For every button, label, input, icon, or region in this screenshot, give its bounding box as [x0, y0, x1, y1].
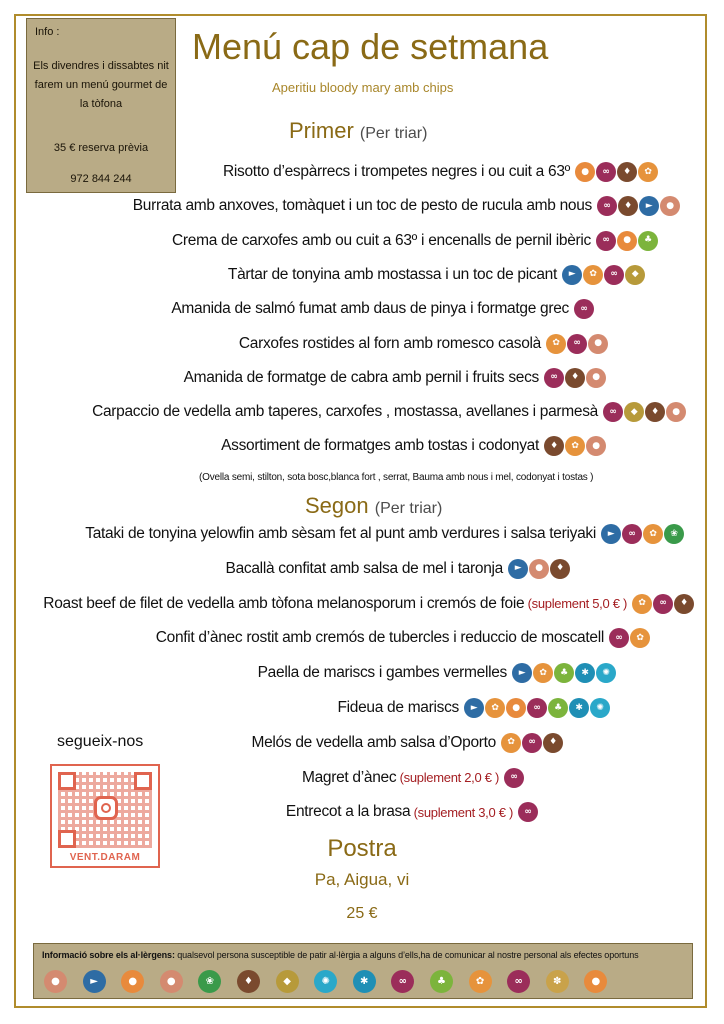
menu-item	[226, 559, 570, 579]
dish-name: Burrata amb anxoves, tomàquet i un toc de pesto de rucula amb nous	[132, 197, 592, 215]
primer-sub: (Per triar)	[359, 125, 428, 142]
allergen-icons	[632, 594, 694, 614]
follow-us-label: segueix-nos	[57, 733, 144, 750]
lactosa-icon: ∞	[507, 970, 530, 993]
aperitiu: Aperitiu bloody mary amb chips	[272, 80, 454, 95]
lactosa-icon: ∞	[574, 299, 594, 319]
info-box	[26, 18, 176, 193]
allergen-icons	[609, 628, 650, 648]
dish-name: Fideua de mariscs	[337, 699, 459, 716]
lactosa-icon: ∞	[597, 196, 617, 216]
lactosa-icon: ∞	[522, 733, 542, 753]
allergen-icons	[574, 299, 594, 319]
qr-finder	[58, 772, 76, 790]
gluten-icon: ✿	[632, 594, 652, 614]
postra-title: Postra	[327, 835, 397, 862]
lactosa-icon: ∞	[609, 628, 629, 648]
menu-item	[156, 628, 650, 648]
cacahuete-icon: ●	[588, 334, 608, 354]
lactosa-icon: ∞	[604, 265, 624, 285]
huevo-icon: ●	[584, 970, 607, 993]
cacahuete-icon: ●	[586, 368, 606, 388]
frutos-secos-icon: ♦	[544, 436, 564, 456]
apio-icon: ♣	[554, 663, 574, 683]
gluten-icon: ✿	[546, 334, 566, 354]
sesamo-icon: ◆	[625, 265, 645, 285]
info-phone: 972 844 244	[70, 173, 132, 185]
menu-item	[258, 663, 616, 683]
menu-item	[286, 802, 538, 822]
dish-name: Confit d’ànec rostit amb cremós de tubercles i reduccio de moscatell	[155, 629, 604, 647]
supplement-price: (suplement 2,0 € )	[396, 770, 499, 786]
allergen-icons	[518, 802, 538, 822]
huevo-icon: ●	[575, 162, 595, 182]
dish-name: Tàrtar de tonyina amb mostassa i un toc de picant	[227, 265, 557, 283]
dish-name: Magret d’ànec	[301, 768, 397, 786]
sesamo-icon: ◆	[624, 402, 644, 422]
menu-item	[221, 436, 606, 456]
menu-price: 25 €	[346, 905, 378, 922]
dish-name: Amanida de salmó fumat amb daus de pinya i formatge grec	[171, 300, 569, 318]
cacahuete-icon: ●	[529, 559, 549, 579]
huevo-icon: ●	[506, 698, 526, 718]
cacahuete-icon: ●	[666, 402, 686, 422]
dish-name: Roast beef de filet de vedella amb tòfona melanosporum i cremós de foie	[43, 594, 525, 612]
primer-title: Primer	[289, 118, 354, 143]
allergen-info-bold: Informació sobre els al·lèrgens:	[42, 950, 175, 960]
pescado-icon: ►	[601, 524, 621, 544]
menu-item	[43, 594, 694, 614]
lactosa-icon: ∞	[567, 334, 587, 354]
mostaza-icon: ✽	[546, 970, 569, 993]
allergen-icons	[546, 334, 608, 354]
gluten-icon: ✿	[630, 628, 650, 648]
huevo-icon: ●	[617, 231, 637, 251]
gluten-icon: ✿	[638, 162, 658, 182]
dish-name: Tataki de tonyina yelowfin amb sèsam fet al punt amb verdures i salsa teriyaki	[85, 525, 596, 542]
dish-name: Risotto d’espàrrecs i trompetes negres i ou cuit a 63º	[223, 163, 570, 180]
cacahuete-icon: ●	[160, 970, 183, 993]
allergen-icons	[575, 162, 658, 182]
info-price: 35 € reserva prèvia	[53, 142, 149, 154]
frutos-secos-icon: ♦	[550, 559, 570, 579]
sesamo-icon: ◆	[276, 970, 299, 993]
allergen-icons	[603, 402, 686, 422]
segon-sub: (Per triar)	[374, 500, 443, 517]
info-label: Info :	[35, 26, 60, 38]
moluscos-icon: ✺	[590, 698, 610, 718]
dish-name: Carxofes rostides al forn amb romesco casolà	[238, 334, 541, 352]
allergen-icons	[601, 524, 684, 544]
menu-item	[337, 698, 610, 718]
pescado-icon: ►	[512, 663, 532, 683]
menu-item	[228, 265, 645, 285]
primer-heading	[289, 118, 427, 144]
apio-icon: ♣	[638, 231, 658, 251]
dish-name: Melós de vedella amb salsa d’Oporto	[251, 733, 496, 751]
gluten-icon: ✿	[583, 265, 603, 285]
allergen-info-text	[42, 950, 639, 960]
cacahuete-icon: ●	[660, 196, 680, 216]
allergen-icons	[512, 663, 616, 683]
soja-icon: ❀	[198, 970, 221, 993]
menu-item	[223, 162, 658, 182]
allergen-icons	[544, 436, 606, 456]
supplement-price: (suplement 5,0 € )	[524, 596, 627, 612]
lactosa-icon: ∞	[596, 162, 616, 182]
moluscos-icon: ✺	[596, 663, 616, 683]
cacahuete-icon: ●	[586, 436, 606, 456]
lactosa-icon: ∞	[518, 802, 538, 822]
gluten-icon: ✿	[565, 436, 585, 456]
instagram-handle: VENT.DARAM	[69, 852, 141, 863]
postra-drinks: Pa, Aigua, vi	[314, 870, 410, 889]
dish-name: Assortiment de formatges amb tostas i codonyat	[221, 437, 539, 455]
menu-item	[133, 196, 680, 216]
lactosa-icon: ∞	[596, 231, 616, 251]
menu-title: Menú cap de setmana	[192, 26, 549, 67]
segon-heading	[305, 493, 442, 519]
apio-icon: ♣	[430, 970, 453, 993]
gluten-icon: ✿	[643, 524, 663, 544]
lactosa-icon: ∞	[653, 594, 673, 614]
dish-name: Amanida de formatge de cabra amb pernil i fruits secs	[183, 368, 539, 386]
menu-item	[172, 231, 658, 251]
crustaceos-icon: ✱	[575, 663, 595, 683]
allergen-icons	[464, 698, 610, 718]
supplement-price: (suplement 3,0 € )	[410, 804, 513, 820]
allergen-icons	[544, 368, 606, 388]
allergen-legend-icons	[44, 970, 607, 993]
menu-item	[92, 402, 686, 422]
allergen-info-body: qualsevol persona susceptible de patir al·lèrgia a alguns d’ells,ha de comunicar al nostre personal als efectes oportuns	[174, 950, 639, 960]
qr-finder	[134, 772, 152, 790]
allergen-info-box	[33, 943, 693, 999]
segon-title: Segon	[305, 493, 369, 518]
frutos-secos-icon: ♦	[543, 733, 563, 753]
allergen-icons	[596, 231, 658, 251]
pescado-icon: ►	[83, 970, 106, 993]
huevo-icon: ●	[121, 970, 144, 993]
allergen-icons	[597, 196, 680, 216]
lactosa-icon: ∞	[391, 970, 414, 993]
menu-item	[85, 524, 684, 544]
apio-icon: ♣	[548, 698, 568, 718]
frutos-secos-icon: ♦	[617, 162, 637, 182]
pescado-icon: ►	[464, 698, 484, 718]
allergen-icons	[508, 559, 570, 579]
dish-name: Bacallà confitat amb salsa de mel i taronja	[225, 559, 503, 577]
moluscos-icon: ✺	[314, 970, 337, 993]
gluten-icon: ✿	[469, 970, 492, 993]
dish-name: Entrecot a la brasa	[285, 803, 411, 821]
instagram-icon	[94, 796, 118, 820]
gluten-icon: ✿	[533, 663, 553, 683]
allergen-icons	[562, 265, 645, 285]
lactosa-icon: ∞	[603, 402, 623, 422]
gluten-icon: ✿	[485, 698, 505, 718]
pescado-icon: ►	[639, 196, 659, 216]
frutos-secos-icon: ♦	[645, 402, 665, 422]
crustaceos-icon: ✱	[569, 698, 589, 718]
allergen-icons	[504, 768, 524, 788]
cheese-note: (Ovella semi, stilton, sota bosc,blanca fort , serrat, Bauma amb nous i mel, codonyat i tostas )	[199, 472, 594, 483]
info-text: Els divendres i dissabtes nit farem un menú gourmet de la tòfona	[33, 60, 169, 110]
dish-name: Paella de mariscs i gambes vermelles	[257, 664, 507, 682]
menu-item	[171, 299, 594, 319]
cacahuete-icon: ●	[44, 970, 67, 993]
frutos-secos-icon: ♦	[237, 970, 260, 993]
pescado-icon: ►	[508, 559, 528, 579]
pescado-icon: ►	[562, 265, 582, 285]
menu-item	[184, 368, 606, 388]
lactosa-icon: ∞	[622, 524, 642, 544]
dish-name: Carpaccio de vedella amb taperes, carxofes , mostassa, avellanes i parmesà	[92, 403, 598, 421]
gluten-icon: ✿	[501, 733, 521, 753]
frutos-secos-icon: ♦	[565, 368, 585, 388]
soja-icon: ❀	[664, 524, 684, 544]
frutos-secos-icon: ♦	[618, 196, 638, 216]
menu-item	[251, 733, 563, 753]
menu-item	[302, 768, 524, 788]
lactosa-icon: ∞	[527, 698, 547, 718]
allergen-icons	[501, 733, 563, 753]
lactosa-icon: ∞	[544, 368, 564, 388]
crustaceos-icon: ✱	[353, 970, 376, 993]
frutos-secos-icon: ♦	[674, 594, 694, 614]
lactosa-icon: ∞	[504, 768, 524, 788]
menu-item	[239, 334, 608, 354]
dish-name: Crema de carxofes amb ou cuit a 63º i encenalls de pernil ibèric	[172, 231, 591, 249]
